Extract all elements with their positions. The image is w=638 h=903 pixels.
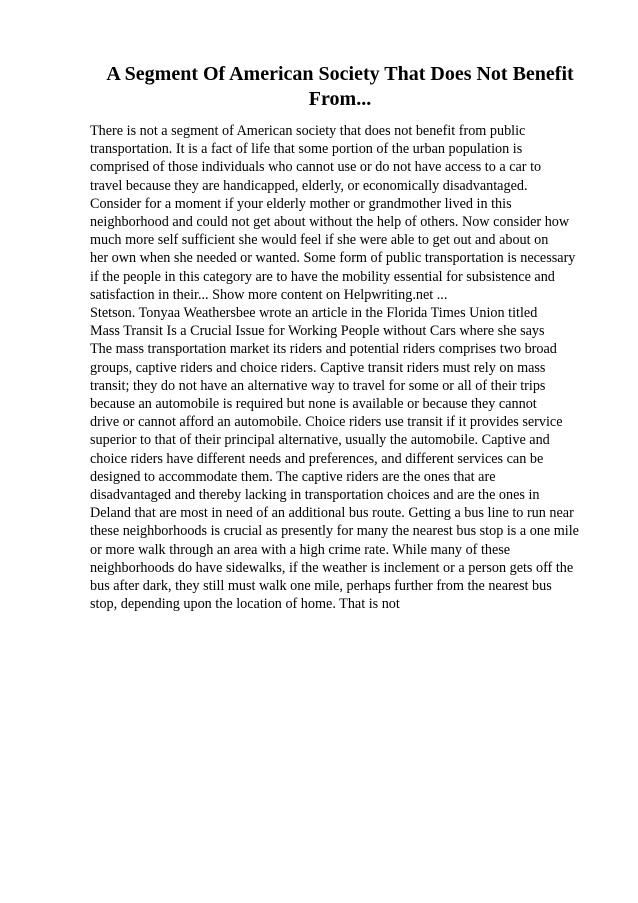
title-line: From... (308, 88, 372, 110)
body-line: designed to accommodate them. The captive riders are the ones that are (90, 468, 496, 485)
body-line: bus after dark, they still must walk one mile, perhaps further from the nearest bus (90, 578, 552, 595)
body-line: choice riders have different needs and preferences, and different services can be (90, 450, 544, 467)
body-line: or more walk through an area with a high crime rate. While many of these (90, 541, 511, 558)
body-line: these neighborhoods is crucial as presently for many the nearest bus stop is a one mile (90, 523, 579, 540)
body-line: travel because they are handicapped, elderly, or economically disadvantaged. (90, 177, 528, 194)
document-body (90, 122, 600, 613)
body-line: neighborhoods do have sidewalks, if the weather is inclement or a person gets off the (90, 559, 574, 576)
body-line: There is not a segment of American society that does not benefit from public (90, 123, 526, 139)
body-line: disadvantaged and thereby lacking in transportation choices and are the ones in (90, 487, 540, 504)
body-line: neighborhood and could not get about without the help of others. Now consider how (90, 214, 570, 231)
body-line: because an automobile is required but none is available or because they cannot (90, 396, 537, 413)
body-line: drive or cannot afford an automobile. Choice riders use transit if it provides service (90, 414, 563, 431)
body-line: Consider for a moment if your elderly mother or grandmother lived in this (90, 195, 512, 212)
body-line: Mass Transit Is a Crucial Issue for Working People without Cars where she says (90, 323, 545, 340)
body-line: Stetson. Tonyaa Weathersbee wrote an article in the Florida Times Union titled (90, 305, 538, 322)
body-line: transit; they do not have an alternative way to travel for some or all of their trips (90, 377, 546, 394)
body-line: much more self sufficient she would feel if she were able to get out and about on (90, 232, 549, 249)
body-line: The mass transportation market its riders and potential riders comprises two broad (90, 341, 557, 358)
body-line: if the people in this category are to have the mobility essential for subsistence and (90, 268, 555, 285)
body-line: her own when she needed or wanted. Some form of public transportation is necessary (90, 250, 576, 267)
body-line: superior to that of their principal alternative, usually the automobile. Captive and (90, 432, 550, 449)
body-line: comprised of those individuals who cannot use or do not have access to a car to (90, 159, 542, 176)
title-line: A Segment Of American Society That Does Not Benefit (106, 63, 574, 85)
body-line: satisfaction in their... Show more content on Helpwriting.net ... (90, 286, 448, 303)
body-line: groups, captive riders and choice riders. Captive transit riders must rely on mass (90, 359, 546, 376)
body-line: stop, depending upon the location of home. That is not (90, 596, 400, 613)
body-line: Deland that are most in need of an additional bus route. Getting a bus line to run near (90, 505, 574, 522)
body-line: transportation. It is a fact of life that some portion of the urban population is (90, 141, 523, 158)
document-title (90, 62, 590, 112)
